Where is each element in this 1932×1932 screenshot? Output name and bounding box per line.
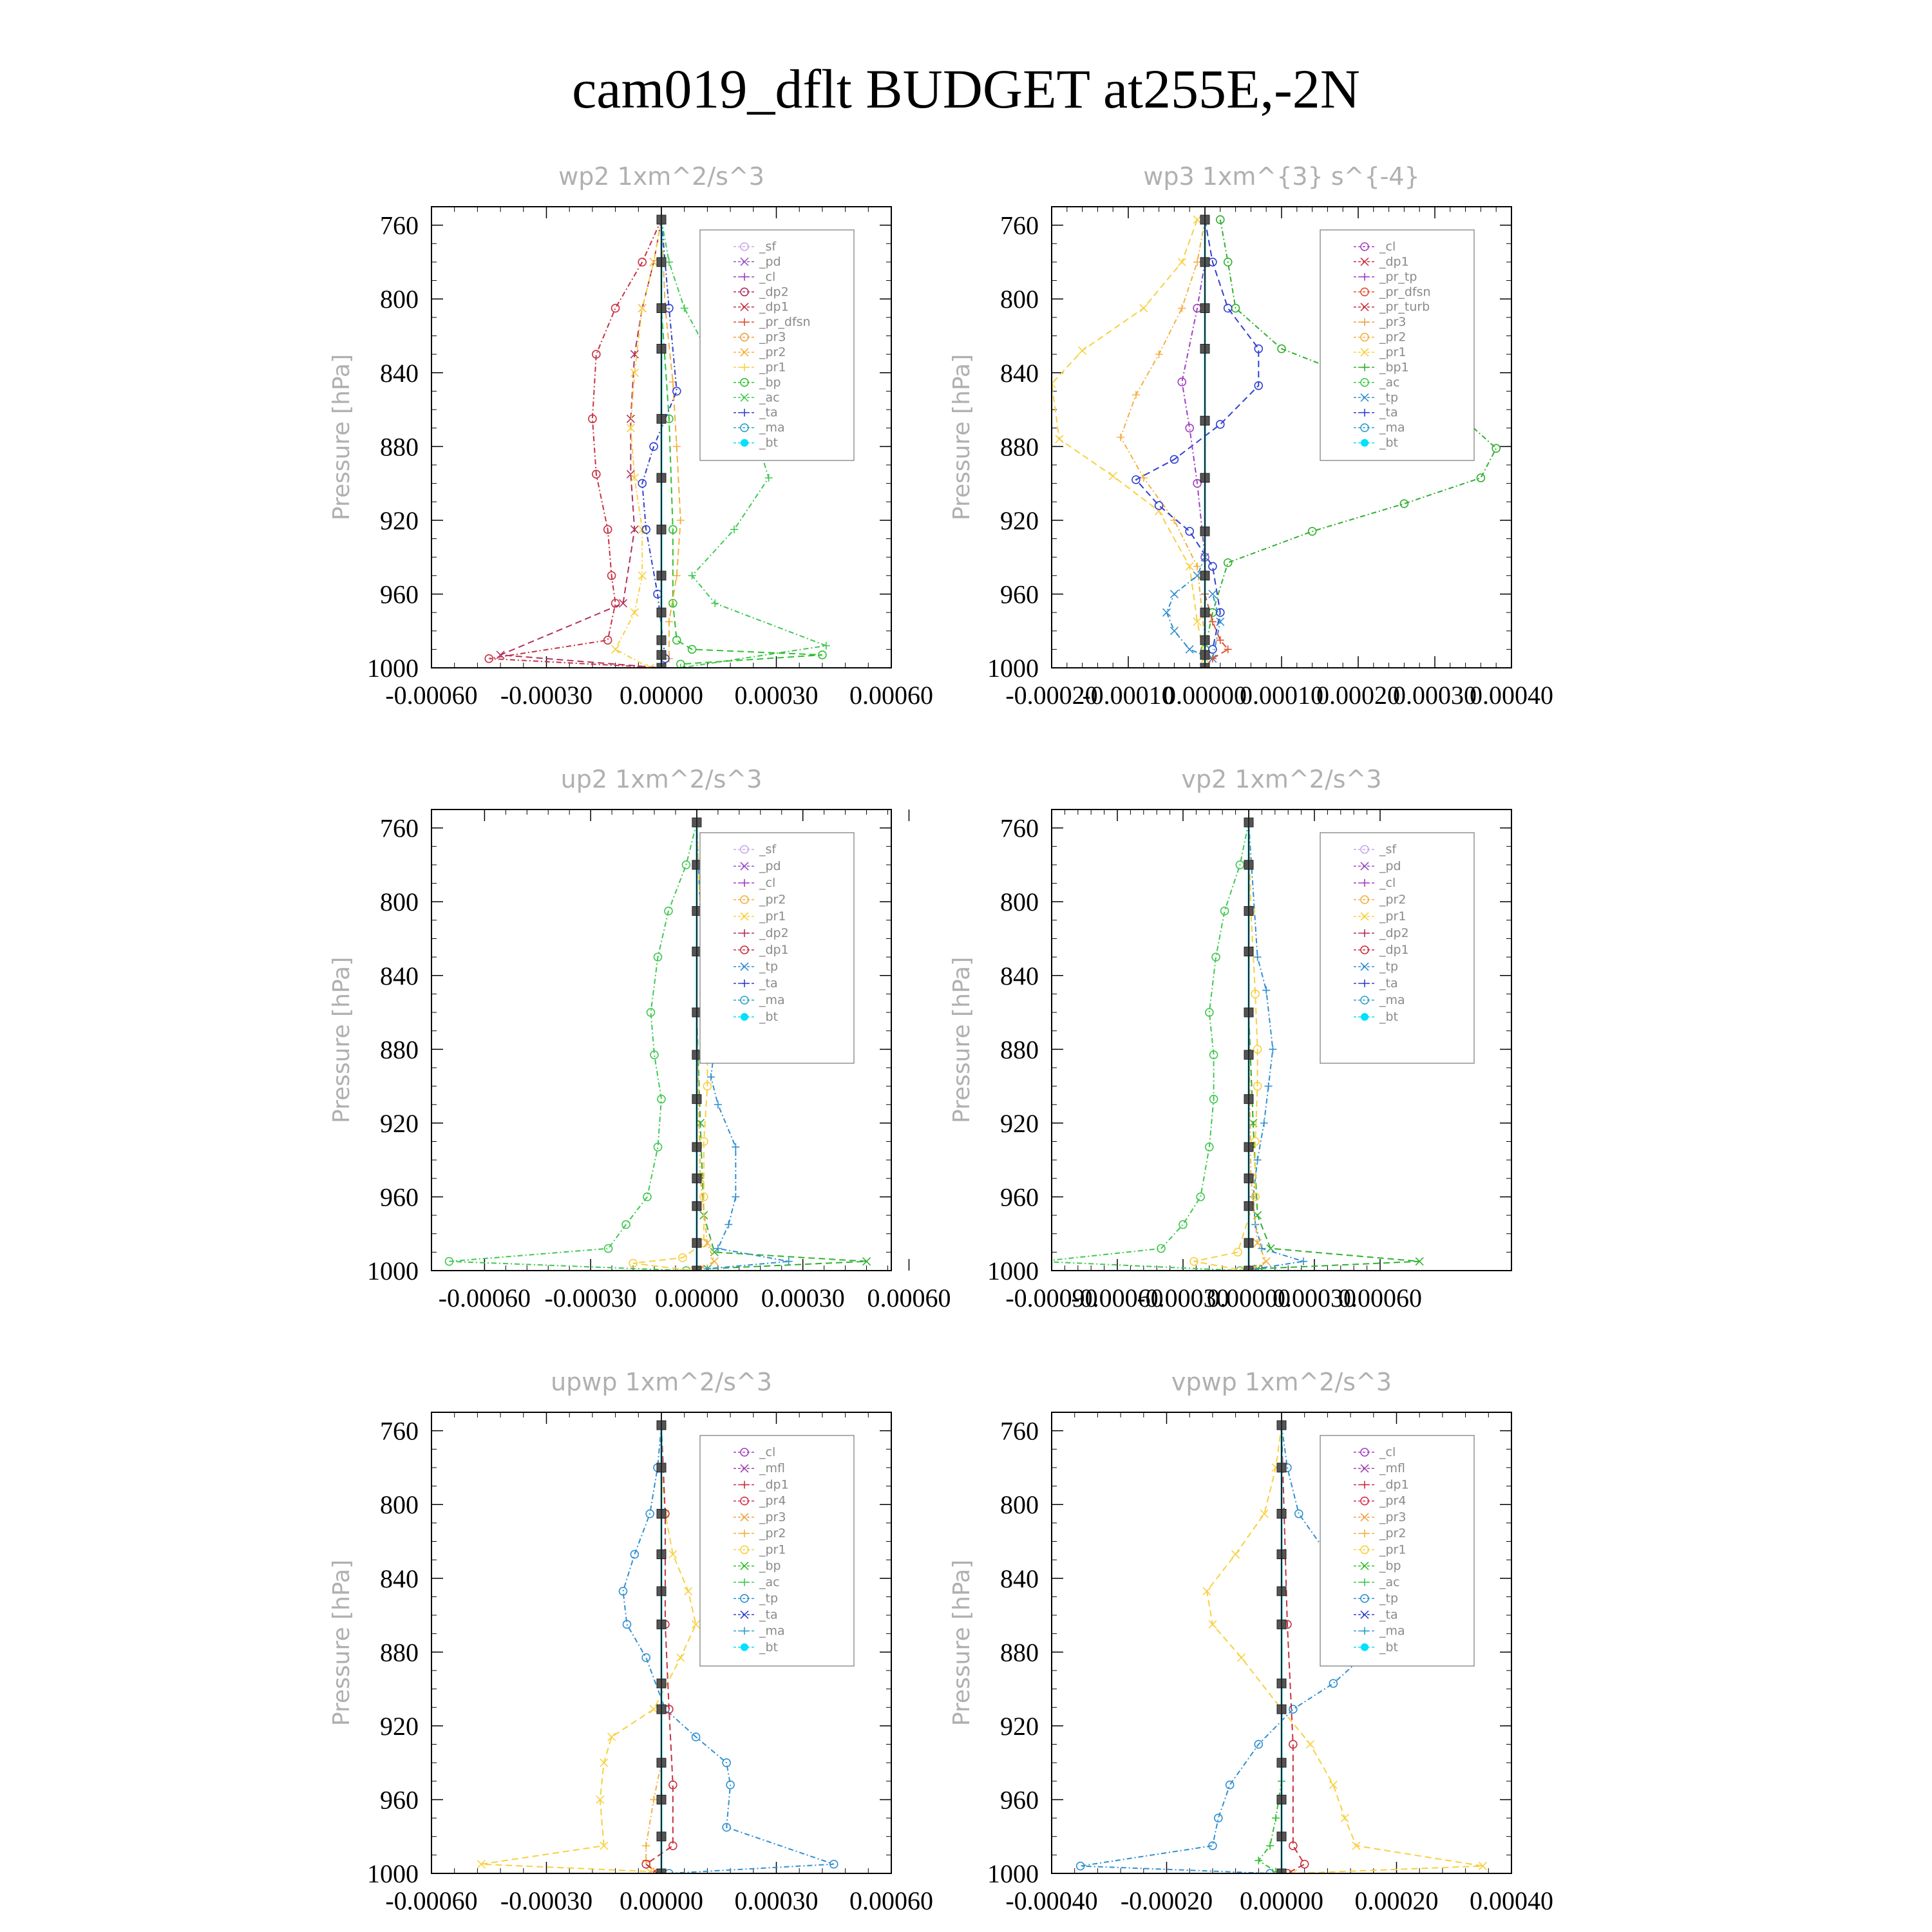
legend-entry: _pd: [1379, 859, 1401, 873]
data-point: [1193, 572, 1201, 580]
y-tick-label: 840: [1000, 358, 1039, 388]
legend-entry: _bp1: [1379, 360, 1409, 375]
panel-title: wp2 1xm^2/s^3: [558, 162, 764, 191]
y-tick-label: 920: [380, 506, 419, 535]
legend-entry: _ma: [759, 421, 785, 435]
data-point: [665, 618, 673, 625]
data-point: [1217, 618, 1224, 625]
legend-entry: _pr_dfsn: [1379, 285, 1431, 299]
y-tick-label: 880: [1000, 1638, 1039, 1667]
legend-entry: _tp: [1379, 390, 1399, 405]
legend-marker: [1361, 1013, 1368, 1021]
y-axis-label: Pressure [hPa]: [949, 1559, 975, 1727]
legend-entry: _pr2: [759, 893, 786, 907]
x-tick-label: 0.00060: [849, 1886, 933, 1915]
data-point: [1307, 1741, 1314, 1748]
data-point: [822, 642, 830, 650]
y-tick-label: 880: [380, 432, 419, 462]
legend-marker: [1361, 1643, 1368, 1651]
y-tick-label: 760: [380, 813, 419, 843]
y-tick-label: 880: [1000, 1035, 1039, 1065]
y-axis-label: Pressure [hPa]: [949, 354, 975, 521]
legend-entry: _pr_turb: [1379, 299, 1430, 314]
panel-title: vpwp 1xm^2/s^3: [1171, 1368, 1392, 1396]
data-point: [1140, 305, 1148, 312]
data-point: [642, 1842, 650, 1850]
legend-entry: _ta: [759, 976, 778, 990]
legend-entry: _ma: [1379, 1624, 1405, 1638]
legend-entry: _sf: [759, 842, 777, 857]
legend-entry: _tp: [759, 1591, 779, 1606]
legend-entry: _bt: [1379, 1640, 1399, 1654]
data-point: [1178, 258, 1186, 266]
x-tick-label: -0.00020: [1120, 1886, 1213, 1915]
data-point: [1170, 590, 1178, 598]
data-point: [732, 1143, 739, 1151]
legend-entry: _cl: [1379, 876, 1396, 890]
legend-entry: _dp2: [1379, 926, 1409, 940]
legend-entry: _mfl: [1379, 1461, 1405, 1476]
data-point: [600, 1759, 608, 1766]
data-point: [1197, 1193, 1204, 1200]
y-tick-label: 1000: [987, 1859, 1039, 1888]
x-tick-label: -0.00060: [438, 1283, 531, 1312]
legend-entry: _pr3: [759, 1510, 786, 1524]
page-title: cam019_dflt BUDGET at255E,-2N: [572, 58, 1360, 120]
y-tick-label: 840: [380, 1564, 419, 1593]
x-tick-label: 0.00000: [620, 1886, 703, 1915]
series-line-dp1: [489, 220, 661, 668]
legend-entry: _bt: [759, 435, 779, 450]
y-tick-label: 960: [380, 1182, 419, 1212]
chart-panel-1: [328, 162, 933, 710]
legend-entry: _ac: [759, 1575, 780, 1589]
legend-entry: _ac: [1379, 375, 1400, 390]
legend-entry: _pr2: [1379, 1526, 1406, 1541]
legend-entry: _cl: [759, 1445, 776, 1459]
data-point: [1295, 1510, 1303, 1518]
legend-entry: _ma: [759, 993, 785, 1007]
x-tick-label: 0.00040: [1470, 681, 1553, 710]
chart-panel-4: [949, 765, 1511, 1312]
y-tick-label: 1000: [367, 1859, 419, 1888]
series-line-dp1: [1282, 1425, 1305, 1873]
legend-entry: _ta: [759, 405, 778, 420]
data-point: [1056, 435, 1063, 443]
data-point: [1079, 346, 1086, 354]
series-line-pr1: [616, 220, 661, 668]
legend-entry: _pr2: [759, 345, 786, 359]
legend-entry: _tp: [759, 960, 779, 974]
series-line-pr1: [1052, 220, 1205, 659]
chart-panel-2: [949, 162, 1553, 710]
data-point: [1301, 1861, 1309, 1868]
y-tick-label: 840: [380, 961, 419, 990]
data-point: [1238, 1654, 1245, 1662]
data-point: [665, 258, 673, 266]
x-tick-label: -0.00040: [1005, 1886, 1098, 1915]
legend-entry: _ma: [1379, 993, 1405, 1007]
y-tick-label: 960: [380, 580, 419, 609]
x-tick-label: 0.00030: [734, 681, 819, 710]
legend-entry: _ac: [1379, 1575, 1400, 1589]
legend-entry: _dp1: [759, 1477, 789, 1492]
data-point: [1254, 953, 1262, 961]
legend-entry: _ta: [1379, 405, 1398, 420]
legend-entry: _tp: [1379, 1591, 1399, 1606]
y-axis-label: Pressure [hPa]: [949, 956, 975, 1124]
data-point: [1224, 305, 1232, 312]
y-tick-label: 1000: [367, 654, 419, 683]
y-axis-label: Pressure [hPa]: [328, 956, 355, 1124]
data-point: [711, 600, 719, 607]
y-tick-label: 1000: [987, 654, 1039, 683]
legend-entry: _bt: [1379, 1010, 1399, 1024]
data-point: [785, 1258, 793, 1265]
y-tick-label: 760: [380, 211, 419, 240]
chart-panel-5: [328, 1368, 933, 1915]
legend-entry: _pd: [759, 254, 781, 269]
data-point: [1260, 1510, 1268, 1518]
data-point: [765, 474, 773, 482]
y-tick-label: 920: [1000, 1711, 1039, 1741]
legend-entry: _dp2: [759, 926, 789, 940]
data-point: [1262, 1258, 1270, 1265]
x-tick-label: 0.00000: [1163, 681, 1247, 710]
data-point: [1226, 1781, 1234, 1789]
data-point: [1255, 1857, 1262, 1864]
data-point: [497, 651, 504, 659]
legend-entry: _pr_tp: [1379, 269, 1417, 284]
y-tick-label: 880: [380, 1035, 419, 1065]
data-point: [1217, 421, 1224, 428]
data-point: [1179, 1220, 1187, 1228]
y-tick-label: 840: [1000, 961, 1039, 990]
chart-panel-6: [949, 1368, 1553, 1915]
legend-marker: [741, 1013, 748, 1021]
data-point: [1492, 444, 1500, 452]
data-point: [612, 645, 620, 653]
y-tick-label: 920: [380, 1711, 419, 1741]
data-point: [1269, 1045, 1276, 1053]
data-point: [1262, 987, 1270, 994]
legend-entry: _bt: [759, 1640, 779, 1654]
x-tick-label: 0.00010: [1240, 681, 1323, 710]
series-line-dp1: [646, 1425, 673, 1873]
x-tick-label: 0.00030: [734, 1886, 819, 1915]
data-point: [1329, 1680, 1337, 1687]
x-tick-label: 0.00030: [1393, 681, 1477, 710]
data-point: [1400, 500, 1408, 507]
y-tick-label: 760: [380, 1416, 419, 1446]
legend-entry: _pr2: [1379, 893, 1406, 907]
data-point: [1186, 645, 1193, 653]
x-tick-label: 0.00030: [1273, 1283, 1356, 1312]
legend-entry: _dp1: [1379, 1477, 1409, 1492]
x-tick-label: -0.00030: [500, 681, 593, 710]
series-line-pr2: [1121, 220, 1205, 640]
legend-marker: [1361, 439, 1368, 447]
legend-entry: _bt: [1379, 435, 1399, 450]
x-tick-label: 0.00000: [1207, 1283, 1291, 1312]
series-line-bp: [1258, 1781, 1282, 1871]
y-tick-label: 800: [380, 285, 419, 314]
panel-title: up2 1xm^2/s^3: [560, 765, 762, 793]
legend-entry: _ma: [759, 1624, 785, 1638]
legend-entry: _sf: [759, 240, 777, 254]
x-tick-label: 0.00000: [1240, 1886, 1323, 1915]
data-point: [1260, 1119, 1268, 1127]
legend-entry: _dp1: [1379, 254, 1409, 269]
legend-marker: [741, 439, 748, 447]
data-point: [710, 1258, 718, 1265]
data-point: [1132, 391, 1140, 399]
data-point: [630, 1551, 638, 1558]
panel-title: upwp 1xm^2/s^3: [551, 1368, 772, 1396]
data-point: [685, 1587, 692, 1595]
legend-entry: _bp: [1379, 1558, 1401, 1573]
legend-entry: _dp1: [759, 299, 789, 314]
data-point: [707, 1073, 715, 1081]
y-tick-label: 960: [1000, 1785, 1039, 1815]
x-tick-label: -0.00060: [1071, 1283, 1164, 1312]
x-tick-label: 0.00030: [761, 1283, 845, 1312]
legend-entry: _pr2: [1379, 330, 1406, 345]
x-tick-label: 0.00000: [654, 1283, 739, 1312]
data-point: [732, 1193, 739, 1200]
data-point: [650, 1705, 658, 1713]
legend-entry: _ac: [759, 390, 780, 405]
y-tick-label: 800: [380, 887, 419, 917]
x-tick-label: 0.00000: [620, 681, 703, 710]
y-tick-label: 840: [1000, 1564, 1039, 1593]
data-point: [1193, 258, 1201, 266]
x-tick-label: -0.00030: [1137, 1283, 1229, 1312]
x-tick-label: 0.00060: [867, 1283, 951, 1312]
legend-entry: _pr3: [1379, 315, 1406, 330]
x-tick-label: -0.00060: [385, 1886, 478, 1915]
data-point: [724, 1220, 732, 1228]
legend-entry: _tp: [1379, 960, 1399, 974]
series-line-ta: [1136, 220, 1258, 649]
data-point: [1341, 1814, 1349, 1822]
data-point: [677, 1654, 685, 1662]
x-tick-label: -0.00020: [1005, 681, 1098, 710]
data-point: [1300, 1258, 1307, 1265]
data-point: [1163, 609, 1171, 616]
data-point: [1266, 1842, 1274, 1850]
data-point: [681, 305, 688, 312]
data-point: [673, 387, 681, 395]
data-point: [642, 1654, 650, 1662]
legend-entry: _pr_dfsn: [759, 315, 811, 330]
y-tick-label: 880: [380, 1638, 419, 1667]
legend-entry: _pr1: [759, 909, 786, 923]
legend-entry: _mfl: [759, 1461, 785, 1476]
series-line-dp1: [449, 822, 696, 1271]
y-tick-label: 920: [380, 1108, 419, 1138]
data-point: [1329, 1781, 1337, 1789]
y-tick-label: 1000: [987, 1256, 1039, 1285]
legend-entry: _ta: [1379, 976, 1398, 990]
legend-marker: [741, 1643, 748, 1651]
legend-entry: _pr3: [759, 330, 786, 345]
y-tick-label: 960: [1000, 580, 1039, 609]
y-tick-label: 800: [1000, 1490, 1039, 1520]
y-tick-label: 1000: [367, 1256, 419, 1285]
x-tick-label: -0.00010: [1082, 681, 1175, 710]
y-tick-label: 880: [1000, 432, 1039, 462]
data-point: [1272, 1814, 1280, 1822]
data-point: [1186, 527, 1193, 535]
data-point: [1289, 1705, 1297, 1713]
y-tick-label: 760: [1000, 813, 1039, 843]
data-point: [608, 1733, 616, 1741]
legend-entry: _ma: [1379, 421, 1405, 435]
data-point: [1178, 305, 1186, 312]
data-point: [605, 1245, 612, 1253]
data-point: [1477, 474, 1484, 482]
data-point: [1117, 433, 1124, 441]
legend-entry: _cl: [759, 876, 776, 890]
x-tick-label: -0.00030: [544, 1283, 637, 1312]
legend-entry: _dp1: [1379, 943, 1409, 957]
data-point: [1265, 1083, 1273, 1090]
y-axis-label: Pressure [hPa]: [328, 354, 355, 521]
y-tick-label: 960: [1000, 1182, 1039, 1212]
data-point: [677, 516, 685, 524]
legend-entry: _pr2: [759, 1526, 786, 1541]
data-point: [714, 1101, 722, 1108]
x-tick-label: 0.00060: [849, 681, 933, 710]
y-tick-label: 760: [1000, 211, 1039, 240]
chart-panel-3: [328, 765, 951, 1312]
y-tick-label: 760: [1000, 1416, 1039, 1446]
x-tick-label: -0.00060: [385, 681, 478, 710]
legend-entry: _cl: [759, 269, 776, 284]
data-point: [650, 1795, 658, 1803]
data-point: [1155, 350, 1163, 358]
x-tick-label: 0.00060: [1338, 1283, 1422, 1312]
data-point: [1155, 502, 1163, 509]
legend-entry: _dp1: [759, 943, 789, 957]
y-tick-label: 920: [1000, 506, 1039, 535]
legend-entry: _pr1: [1379, 1542, 1406, 1557]
y-tick-label: 840: [380, 358, 419, 388]
x-tick-label: 0.00020: [1354, 1886, 1439, 1915]
data-point: [1170, 627, 1178, 635]
data-point: [612, 305, 620, 312]
series-line-dp1: [1041, 822, 1249, 1271]
legend-entry: _pr4: [1379, 1493, 1406, 1508]
legend-entry: _bp: [759, 375, 781, 390]
legend-entry: _sf: [1379, 842, 1397, 857]
y-tick-label: 800: [380, 1490, 419, 1520]
legend-entry: _ta: [1379, 1607, 1398, 1622]
y-tick-label: 960: [380, 1785, 419, 1815]
legend-entry: _cl: [1379, 1445, 1396, 1459]
data-point: [673, 442, 681, 450]
data-point: [1232, 1551, 1240, 1558]
data-point: [1224, 559, 1232, 567]
panel-title: vp2 1xm^2/s^3: [1181, 765, 1382, 793]
legend-entry: _pr3: [1379, 1510, 1406, 1524]
data-point: [1140, 474, 1148, 482]
x-tick-label: -0.00030: [500, 1886, 593, 1915]
legend-entry: _dp2: [759, 285, 789, 299]
legend-entry: _pr1: [1379, 345, 1406, 359]
y-tick-label: 800: [1000, 887, 1039, 917]
data-point: [1209, 590, 1217, 598]
legend-entry: _bp: [759, 1558, 781, 1573]
y-tick-label: 800: [1000, 285, 1039, 314]
panel-title: wp3 1xm^{3} s^{-4}: [1143, 162, 1420, 191]
legend-entry: _pr4: [759, 1493, 786, 1508]
y-tick-label: 920: [1000, 1108, 1039, 1138]
legend-entry: _pd: [759, 859, 781, 873]
y-axis-label: Pressure [hPa]: [328, 1559, 355, 1727]
legend-entry: _ta: [759, 1607, 778, 1622]
data-point: [673, 572, 681, 580]
legend-entry: _bt: [759, 1010, 779, 1024]
x-tick-label: -0.00090: [1005, 1283, 1098, 1312]
data-point: [1193, 216, 1201, 223]
x-tick-label: 0.00040: [1470, 1886, 1553, 1915]
data-point: [1267, 1245, 1274, 1253]
x-tick-label: 0.00020: [1316, 681, 1400, 710]
data-point: [1109, 472, 1117, 480]
legend-entry: _pr1: [759, 1542, 786, 1557]
legend-entry: _cl: [1379, 240, 1396, 254]
legend-entry: _pr1: [1379, 909, 1406, 923]
series-line-pr2: [661, 220, 681, 659]
data-point: [650, 258, 658, 266]
legend-entry: _pr1: [759, 360, 786, 375]
